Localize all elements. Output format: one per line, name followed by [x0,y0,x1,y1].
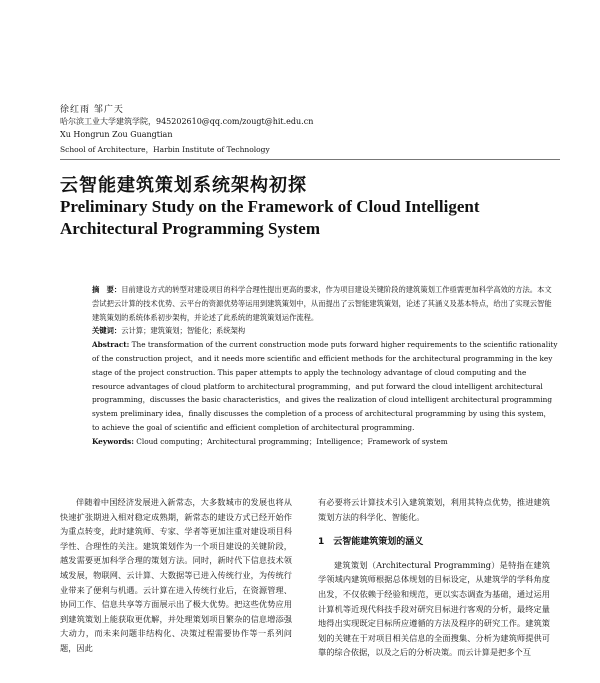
abstract-cn [92,283,558,324]
keywords-en-text: Cloud computing；Architectural programming；Intelligence；Framework of system [136,436,448,446]
keywords-en-label: Keywords: [92,436,134,446]
author-names-en: Xu Hongrun Zou Guangtian [60,130,173,139]
body-column-right [318,495,550,660]
abstract-cn-text: 目前建设方式的转型对建设项目的科学合理性提出更高的要求，作为项目建设关键阶段的建筑策划工作亟需更加科学高效的方法。本文尝试把云计算的技术优势、云平台的资源优势等运用到建筑策划中，从而提出了云智能建筑策划，论述了其涵义及基本特点，给出了实现云智能建筑策划的系统体系初步架构，并论述了此系统的建筑策划运作流程。 [92,285,552,322]
abstract-en-text: The transformation of the current construction mode puts forward higher requirements to the scientific rationality of the construction project，and it needs more scientific and efficient methods for the architectural programming in the key stage of the project construction. This paper attempts to apply the technology advantage of cloud computing and the resource advantages of cloud platform to architectural programming，and put forward the cloud intelligent architectural programming，discusses the basic characteristics，and gives the realization of cloud intelligent architectural programming system preliminary idea，finally discusses the completion of a process of architectural programming by using this system，to achieve the goal of scientific and efficient completion of architectural programming. [92,340,558,432]
header-divider [60,159,560,160]
affiliation-cn: 哈尔滨工业大学建筑学院，945202610@qq.com/zougt@hit.edu.cn [60,117,314,126]
body-intro-continued: 有必要将云计算技术引入建筑策划，利用其特点优势，推进建筑策划方法的科学化、智能化。 [318,497,550,522]
keywords-cn-label: 关键词： [92,326,122,336]
paper-title-en: Preliminary Study on the Framework of Cloud Intelligent Architectural Programming System [60,197,480,238]
keywords-cn-text: 云计算；建筑策划；智能化；系统架构 [121,326,246,336]
affiliation-en: School of Architecture，Harbin Institute of Technology [60,145,270,154]
body-paragraph-section1: 建筑策划（Architectural Programming）是特指在建筑学领域内建筑师根据总体规划的目标设定，从建筑学的学科角度出发，不仅依赖于经验和规范，更以实态调查为基础，通过运用计算机等近现代科技手段对研究目标进行客观的分析，最终定量地得出实现既定目标所应遵循的方法及程序的研究工作。建筑策划的关键在于对项目相关信息的全面搜集、分析为建筑师提供可靠的综合依据，以及之后的分析决策。而云计算是把多个互 [318,559,550,658]
keywords-en [92,435,558,449]
abstract-cn-label: 摘 要： [92,285,122,294]
paper-title-cn: 云智能建筑策划系统架构初探 [60,175,307,196]
author-names-cn: 徐红雨 邹广天 [60,105,124,115]
abstract-section [92,283,558,449]
keywords-cn [92,324,558,338]
body-paragraph: 伴随着中国经济发展进入新常态，大多数城市的发展也将从快速扩张期进入相对稳定成熟期，新常态的建设方式已经开始作为重点转变，此时建筑师、专家、学者等更加注重对建设项目科学性、合理性的关注。建筑策划作为一个项目建设的关键阶段，越发需要更加科学合理的策划方法。同时，新时代下信息技术领域发展，物联网、云计算、大数据等已进入传统行业，为传统行业带来了便利与机遇。云计算在进入传统行业后，在资源管理、协同工作、信息共享等方面展示出了极大优势。把这些优势应用到建筑策划上能获取更优解，并处理策划项目繁杂的信息增添强大动力，而未来问题非结构化、决策过程需要协作等一系列问题，因此 [60,497,292,653]
section-number: 1 [318,537,325,548]
section-title: 云智能建筑策划的涵义 [333,537,424,548]
section-heading [318,535,550,550]
body-column-left [60,495,292,656]
abstract-en [92,338,558,435]
abstract-en-label: Abstract: [92,340,130,350]
